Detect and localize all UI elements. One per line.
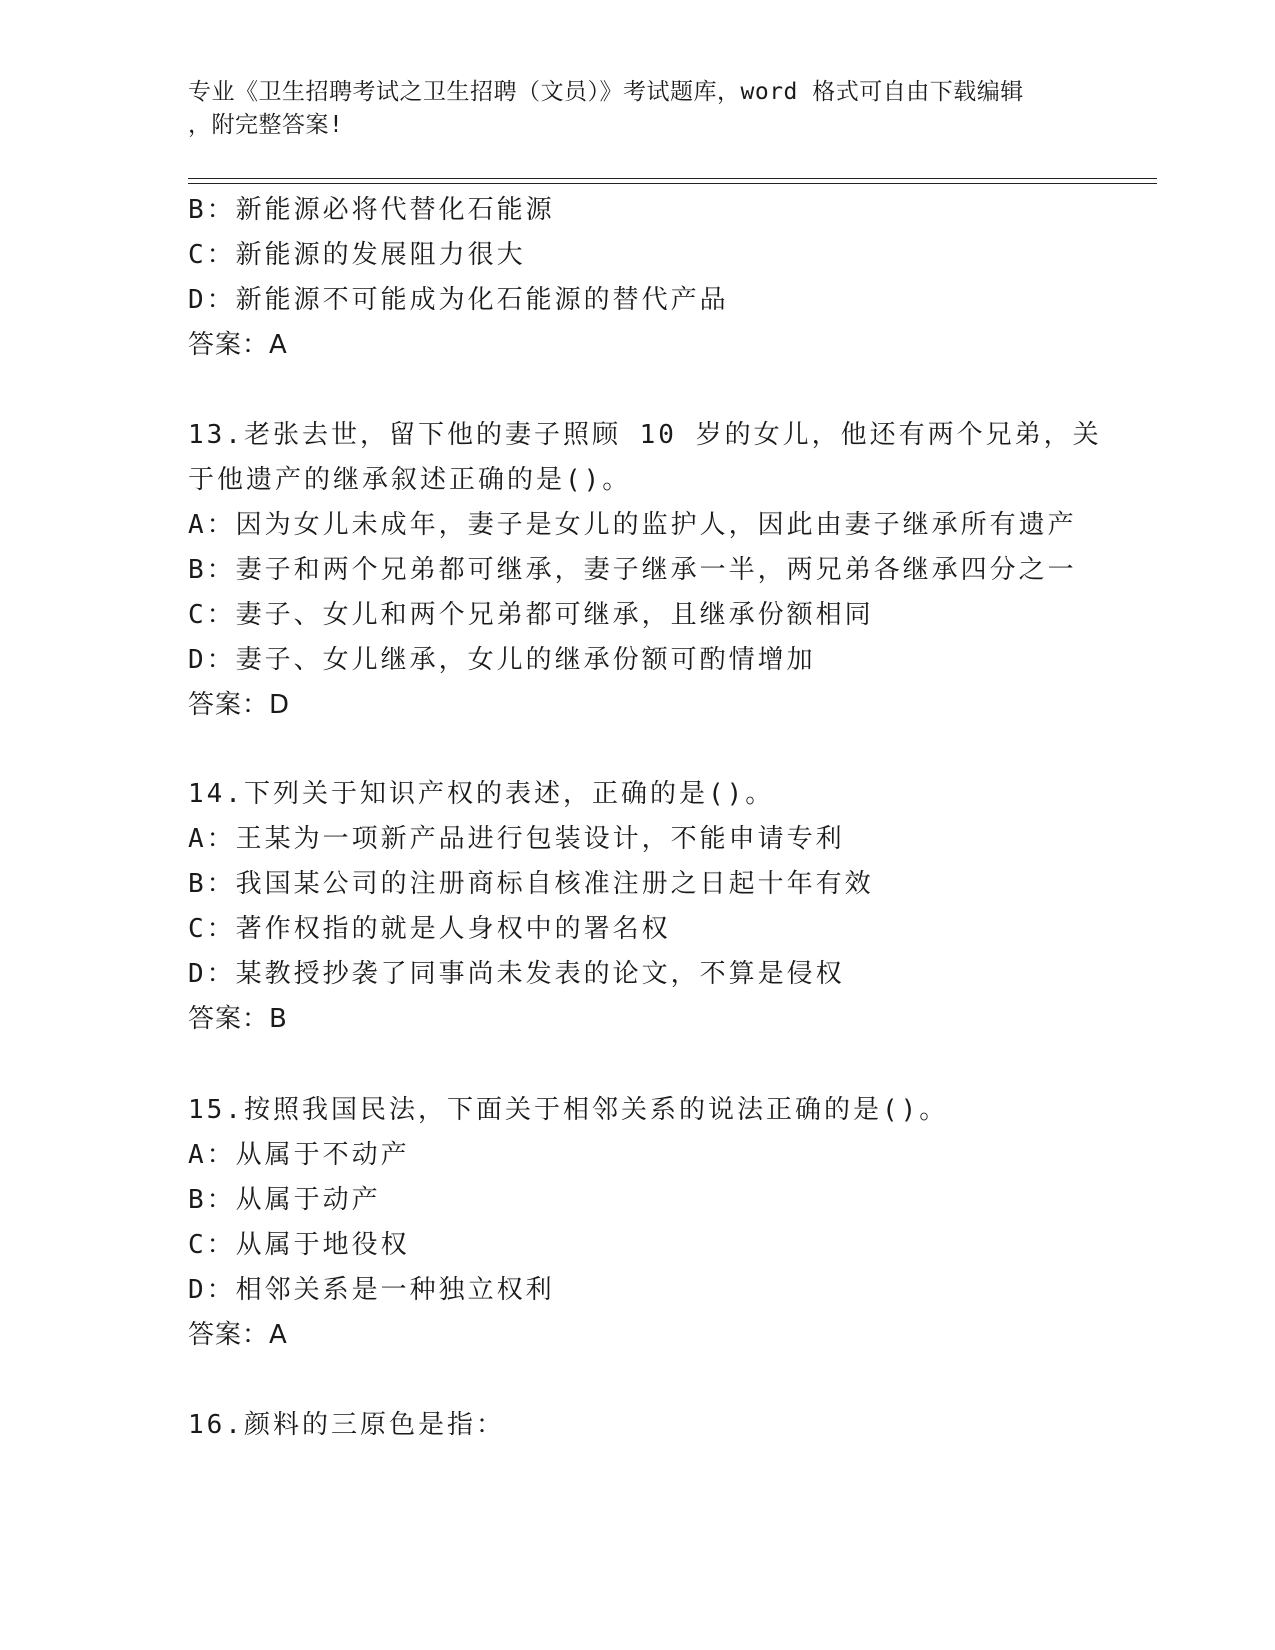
header-title: 专业《卫生招聘考试之卫生招聘（文员）》考试题库，word 格式可自由下载编辑 — [188, 79, 1024, 105]
q13-stem-line2: 于他遗产的继承叙述正确的是()。 — [188, 465, 632, 495]
q13-option-d: D：妻子、女儿继承，女儿的继承份额可酌情增加 — [188, 645, 816, 675]
q14-option-d: D：某教授抄袭了同事尚未发表的论文，不算是侵权 — [188, 959, 845, 989]
q12-option-b: B：新能源必将代替化石能源 — [188, 195, 555, 225]
q13-option-a: A：因为女儿未成年，妻子是女儿的监护人，因此由妻子继承所有遗产 — [188, 510, 1077, 540]
q13-stem-line1: 13.老张去世，留下他的妻子照顾 10 岁的女儿，他还有两个兄弟，关 — [188, 420, 1102, 450]
q14-option-c: C：著作权指的就是人身权中的署名权 — [188, 914, 671, 944]
header-subtitle: ，附完整答案! — [188, 112, 344, 138]
q12-answer: 答案：A — [188, 330, 288, 360]
q15-option-c: C：从属于地役权 — [188, 1230, 410, 1260]
q13-option-c: C：妻子、女儿和两个兄弟都可继承，且继承份额相同 — [188, 600, 874, 630]
q16-stem: 16.颜料的三原色是指： — [188, 1410, 505, 1440]
q14-option-a: A：王某为一项新产品进行包装设计，不能申请专利 — [188, 824, 845, 854]
q13-answer: 答案：D — [188, 690, 291, 720]
q14-answer: 答案：B — [188, 1004, 288, 1034]
q15-option-a: A：从属于不动产 — [188, 1140, 410, 1170]
header-divider-top — [188, 178, 1157, 179]
q15-option-b: B：从属于动产 — [188, 1185, 381, 1215]
q15-stem: 15.按照我国民法，下面关于相邻关系的说法正确的是()。 — [188, 1095, 949, 1125]
q13-option-b: B：妻子和两个兄弟都可继承，妻子继承一半，两兄弟各继承四分之一 — [188, 555, 1077, 585]
header-divider-bottom — [188, 183, 1157, 184]
q15-answer: 答案：A — [188, 1320, 288, 1350]
q12-option-d: D：新能源不可能成为化石能源的替代产品 — [188, 285, 729, 315]
document-header — [188, 76, 1088, 142]
q15-option-d: D：相邻关系是一种独立权利 — [188, 1275, 555, 1305]
q14-option-b: B：我国某公司的注册商标自核准注册之日起十年有效 — [188, 869, 874, 899]
q14-stem: 14.下列关于知识产权的表述，正确的是()。 — [188, 779, 775, 809]
q12-option-c: C：新能源的发展阻力很大 — [188, 240, 526, 270]
